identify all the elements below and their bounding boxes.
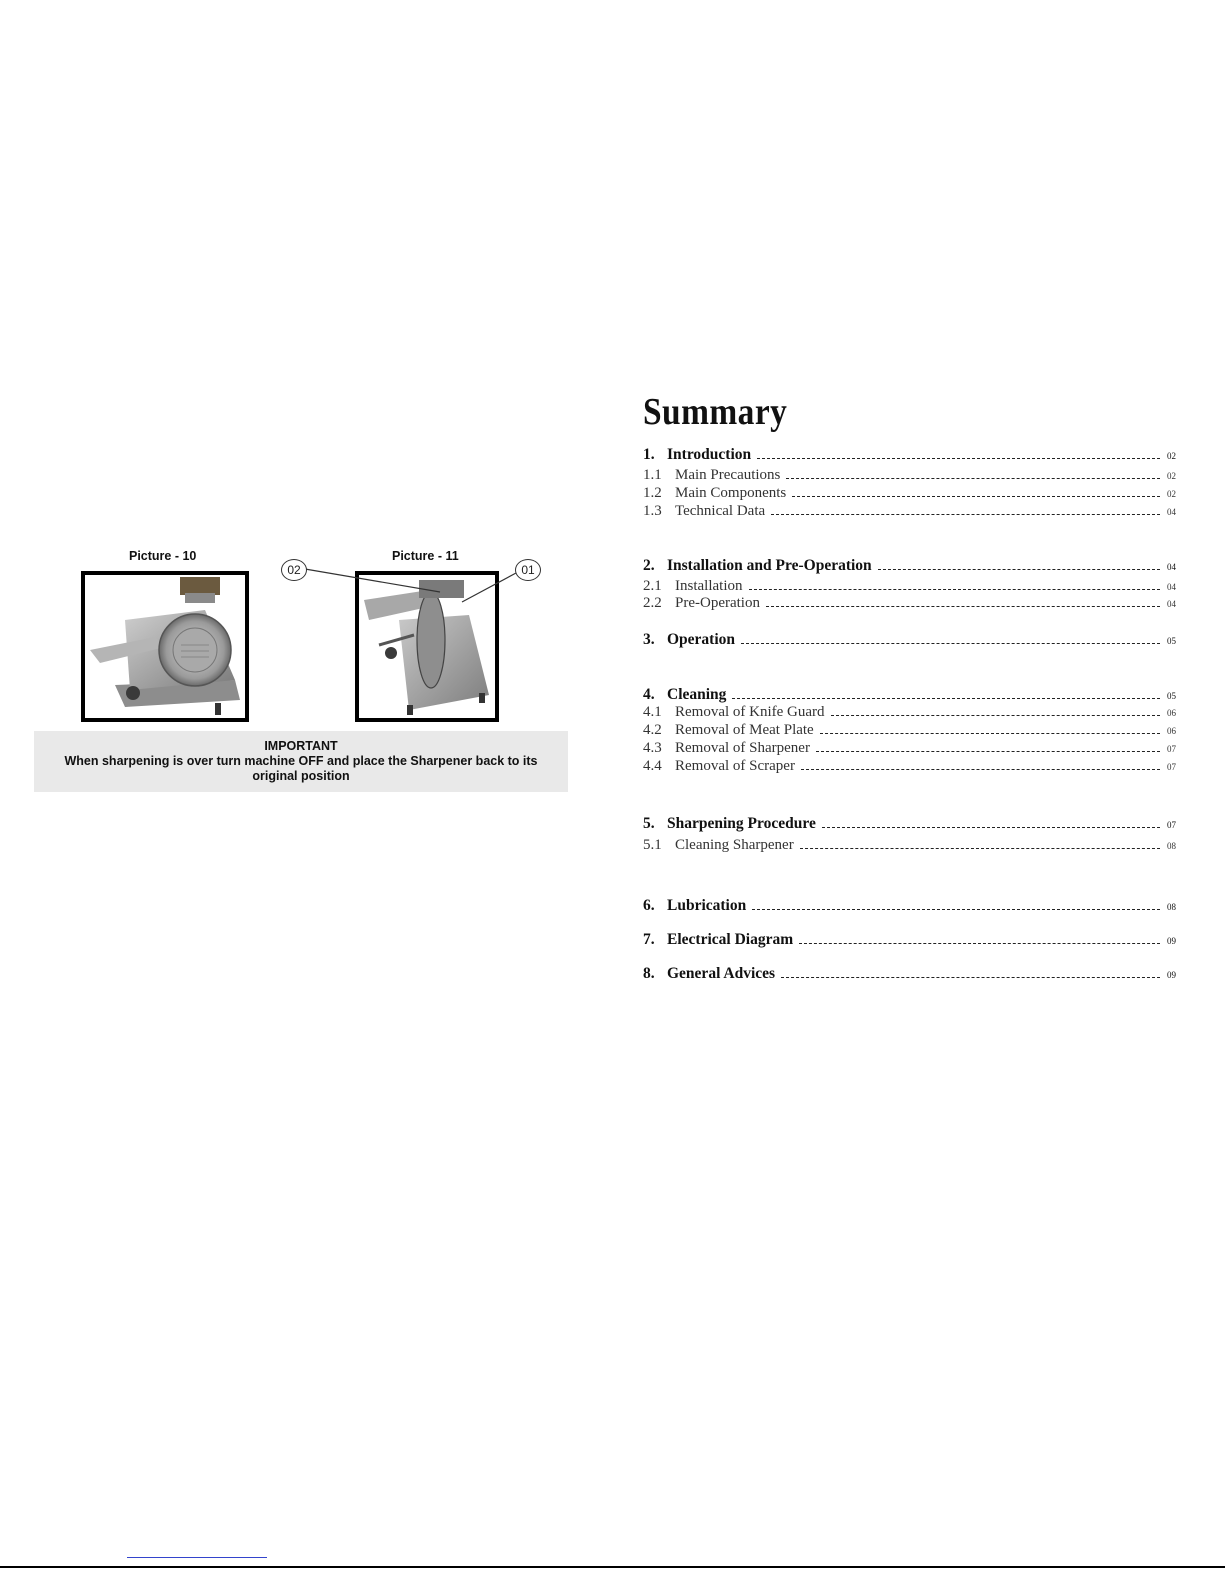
toc-entry-label: Removal of Meat Plate: [675, 722, 814, 738]
toc-entry[interactable]: [643, 897, 1176, 915]
toc-entry-number: 2.: [643, 557, 655, 574]
picture-10-image: [81, 571, 249, 722]
toc-entry-number: 5.: [643, 815, 655, 832]
toc-entry-label: General Advices: [667, 965, 776, 982]
toc-entry[interactable]: [643, 722, 1176, 739]
toc-entry-page: 07: [1167, 744, 1176, 754]
toc-entry-number: 6.: [643, 897, 655, 914]
toc-entry[interactable]: [643, 704, 1176, 721]
picture-11-caption: Picture - 11: [392, 549, 459, 563]
toc-entry-page: 08: [1167, 902, 1176, 912]
toc-leader-line: [757, 458, 1160, 459]
toc-leader-line: [799, 943, 1160, 944]
toc-entry-page: 06: [1167, 708, 1176, 718]
toc-entry-number: 2.2: [643, 595, 662, 611]
picture-11-image: [355, 571, 499, 722]
toc-entry-label: Cleaning Sharpener: [675, 837, 794, 853]
toc-entry-number: 1.3: [643, 503, 662, 519]
toc-entry-number: 1.1: [643, 467, 662, 483]
toc-entry-label: Installation: [675, 578, 743, 594]
toc-entry[interactable]: [643, 578, 1176, 595]
toc-entry-label: Electrical Diagram: [667, 931, 794, 948]
toc-entry-label: Introduction: [667, 446, 752, 463]
toc-entry[interactable]: [643, 758, 1176, 775]
toc-entry-page: 09: [1167, 970, 1176, 980]
toc-entry-number: 4.3: [643, 740, 662, 756]
toc-entry-label: Sharpening Procedure: [667, 815, 816, 832]
toc-entry[interactable]: [643, 815, 1176, 833]
toc-leader-line: [786, 478, 1160, 479]
toc-entry[interactable]: [643, 631, 1176, 649]
toc-leader-line: [831, 715, 1160, 716]
toc-leader-line: [749, 589, 1161, 590]
toc-entry[interactable]: [643, 557, 1176, 575]
toc-leader-line: [792, 496, 1160, 497]
toc-entry-page: 05: [1167, 636, 1176, 646]
toc-entry-label: Technical Data: [675, 503, 766, 519]
toc-entry-page: 02: [1167, 451, 1176, 461]
callout-01: 01: [515, 559, 541, 581]
toc-entry[interactable]: [643, 837, 1176, 854]
toc-leader-line: [781, 977, 1160, 978]
summary-title: Summary: [643, 391, 788, 433]
toc-entry-number: 8.: [643, 965, 655, 982]
callout-02: 02: [281, 559, 307, 581]
toc-entry-page: 05: [1167, 691, 1176, 701]
toc-entry[interactable]: [643, 467, 1176, 484]
toc-leader-line: [878, 569, 1160, 570]
toc-entry-label: Installation and Pre-Operation: [667, 557, 872, 574]
important-title: IMPORTANT: [264, 739, 338, 753]
toc-entry-number: 2.1: [643, 578, 662, 594]
meat-slicer-illustration: [85, 575, 245, 718]
slicer-side-illustration: [359, 575, 495, 718]
toc-leader-line: [771, 514, 1160, 515]
toc-leader-line: [800, 848, 1160, 849]
toc-leader-line: [816, 751, 1160, 752]
toc-entry-page: 04: [1167, 562, 1176, 572]
toc-entry-label: Removal of Knife Guard: [675, 704, 825, 720]
toc-entry-label: Removal of Scraper: [675, 758, 795, 774]
important-text: When sharpening is over turn machine OFF and place the Sharpener back to its original position: [64, 754, 538, 783]
toc-entry-page: 07: [1167, 820, 1176, 830]
toc-entry-page: 04: [1167, 599, 1176, 609]
toc-leader-line: [822, 827, 1160, 828]
toc-leader-line: [741, 643, 1160, 644]
toc-entry-label: Lubrication: [667, 897, 747, 914]
toc-leader-line: [732, 698, 1160, 699]
toc-leader-line: [820, 733, 1160, 734]
footer-rule: [0, 1566, 1225, 1568]
toc-entry-page: 07: [1167, 762, 1176, 772]
toc-entry-label: Cleaning: [667, 686, 727, 703]
toc-entry[interactable]: [643, 485, 1176, 502]
toc-entry[interactable]: [643, 595, 1176, 612]
toc-entry-label: Main Components: [675, 485, 787, 501]
toc-entry-number: 4.4: [643, 758, 662, 774]
toc-entry-page: 04: [1167, 582, 1176, 592]
toc-entry[interactable]: [643, 503, 1176, 520]
toc-entry-page: 06: [1167, 726, 1176, 736]
toc-entry-page: 02: [1167, 471, 1176, 481]
toc-entry[interactable]: [643, 686, 1176, 704]
toc-entry-number: 1.2: [643, 485, 662, 501]
toc-entry-page: 04: [1167, 507, 1176, 517]
toc-entry-page: 08: [1167, 841, 1176, 851]
picture-10-caption: Picture - 10: [129, 549, 197, 563]
toc-leader-line: [801, 769, 1160, 770]
toc-entry-number: 5.1: [643, 837, 662, 853]
toc-entry-number: 7.: [643, 931, 655, 948]
toc-entry-label: Main Precautions: [675, 467, 781, 483]
toc-entry-number: 4.: [643, 686, 655, 703]
toc-entry[interactable]: [643, 931, 1176, 949]
toc-entry-label: Removal of Sharpener: [675, 740, 810, 756]
footer-link-underline: [127, 1557, 267, 1558]
toc-entry-label: Pre-Operation: [675, 595, 760, 611]
toc-entry-page: 09: [1167, 936, 1176, 946]
toc-entry-label: Operation: [667, 631, 736, 648]
toc-leader-line: [752, 909, 1160, 910]
important-notice: [34, 731, 568, 792]
toc-entry-number: 4.1: [643, 704, 662, 720]
toc-entry[interactable]: [643, 446, 1176, 464]
toc-entry-number: 1.: [643, 446, 655, 463]
toc-entry[interactable]: [643, 965, 1176, 983]
toc-entry-number: 4.2: [643, 722, 662, 738]
toc-entry-number: 3.: [643, 631, 655, 648]
toc-entry[interactable]: [643, 740, 1176, 757]
toc-entry-page: 02: [1167, 489, 1176, 499]
toc-leader-line: [766, 606, 1160, 607]
